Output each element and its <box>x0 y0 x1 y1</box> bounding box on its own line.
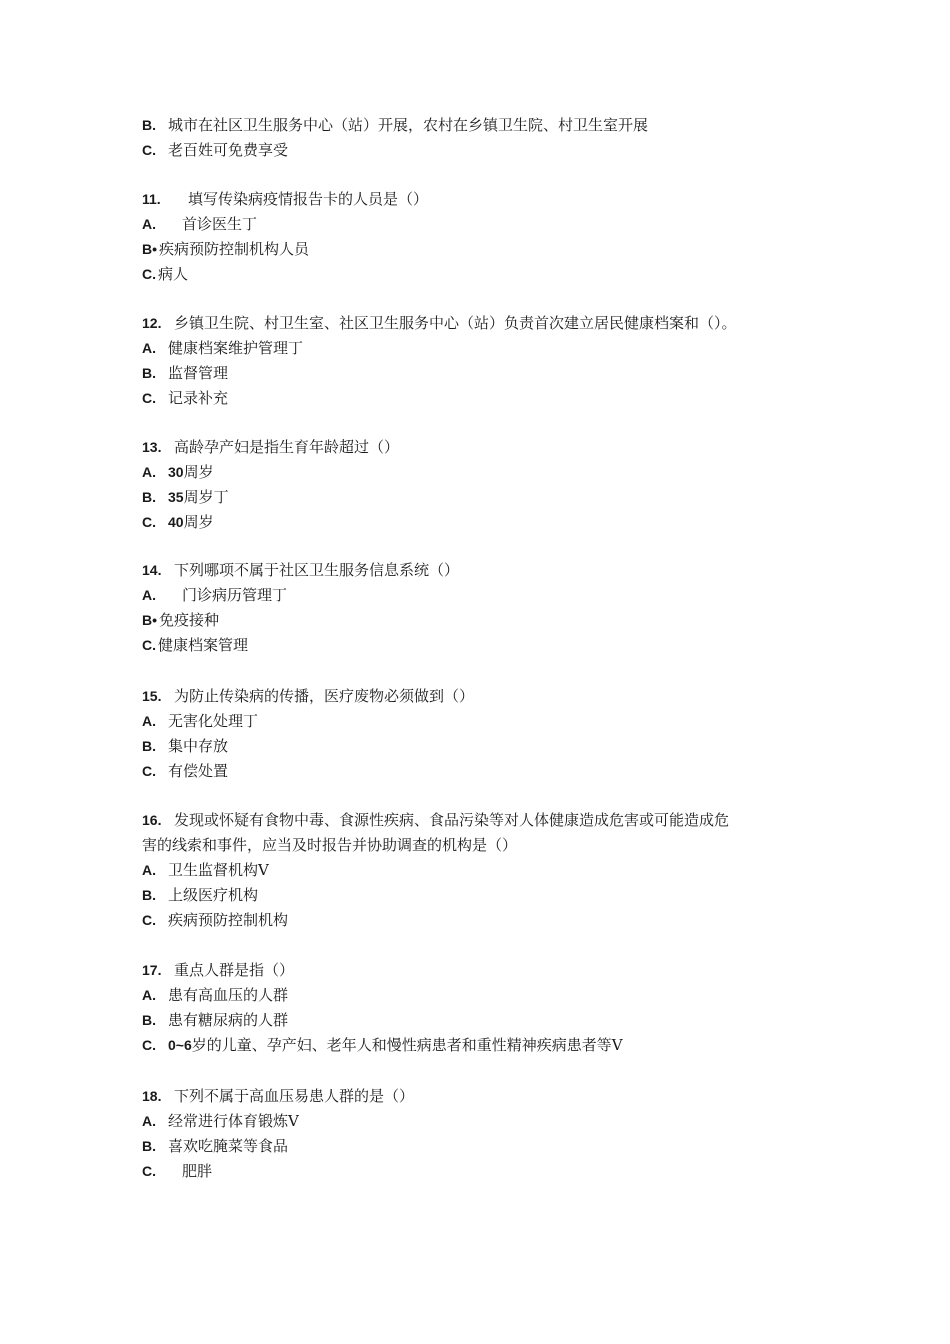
option-b <box>142 608 832 633</box>
question-text: 填写传染病疫情报告卡的人员是（） <box>188 190 429 208</box>
question-stem-continued: 害的线索和事件，应当及时报告并协助调查的机构是（） <box>142 836 518 854</box>
option-b <box>142 883 832 908</box>
question-18 <box>142 1084 832 1184</box>
option-label: A. <box>142 464 156 480</box>
question-number: 12. <box>142 315 162 331</box>
option-label: C. <box>142 1163 156 1179</box>
question-12 <box>142 311 832 411</box>
option-text: 周岁 <box>183 463 214 481</box>
option-a <box>142 1109 832 1134</box>
option-label: B. <box>142 489 156 505</box>
option-number: 30 <box>168 464 184 480</box>
option-c <box>142 262 832 287</box>
option-text: 首诊医生丁 <box>182 215 258 233</box>
question-11 <box>142 187 832 287</box>
question-number: 11. <box>142 191 161 207</box>
option-label: B. <box>142 365 156 381</box>
question-text: 为防止传染病的传播，医疗废物必须做到（） <box>174 687 475 705</box>
question-stem <box>142 808 832 833</box>
option-text: 监督管理 <box>168 364 229 382</box>
option-text: 健康档案维护管理丁 <box>168 339 304 357</box>
option-text: 肥胖 <box>182 1162 213 1180</box>
option-number: 40 <box>168 514 184 530</box>
question-15 <box>142 684 832 784</box>
option-label: A. <box>142 987 156 1003</box>
option-a <box>142 983 832 1008</box>
option-b <box>142 734 832 759</box>
option-text: 喜欢吃腌菜等食品 <box>168 1137 289 1155</box>
question-stem <box>142 958 832 983</box>
option-text: 门诊病历管理丁 <box>182 586 288 604</box>
option-text: 上级医疗机构 <box>168 886 259 904</box>
option-text: 患有高血压的人群 <box>168 986 289 1004</box>
question-stem <box>142 435 832 460</box>
option-label: C. <box>142 266 156 282</box>
option-text: 无害化处理丁 <box>168 712 259 730</box>
option-text: 卫生监督机构V <box>168 861 269 879</box>
option-text: 集中存放 <box>168 737 229 755</box>
option-a <box>142 336 832 361</box>
option-text: 患有糖尿病的人群 <box>168 1011 289 1029</box>
option-b <box>142 1008 832 1033</box>
option-text: 疾病预防控制机构人员 <box>159 240 310 258</box>
option-label: C. <box>142 514 156 530</box>
option-label: C. <box>142 763 156 779</box>
option-label: A. <box>142 1113 156 1129</box>
option-text: 免疫接种 <box>159 611 220 629</box>
question-stem <box>142 1084 832 1109</box>
question-text: 高龄孕产妇是指生育年龄超过（） <box>174 438 400 456</box>
option-label: C. <box>142 390 156 406</box>
question-text: 下列不属于高血压易患人群的是（） <box>174 1087 415 1105</box>
question-10-options <box>142 113 832 163</box>
option-b <box>142 113 832 138</box>
option-label: B. <box>142 887 156 903</box>
option-text: 健康档案管理 <box>158 636 249 654</box>
option-c <box>142 138 832 163</box>
option-a <box>142 212 832 237</box>
option-number: 0~6 <box>168 1037 192 1053</box>
question-17 <box>142 958 832 1058</box>
question-number: 16. <box>142 812 162 828</box>
option-label: B. <box>142 738 156 754</box>
option-b <box>142 1134 832 1159</box>
option-text: 周岁 <box>183 513 214 531</box>
option-b <box>142 237 832 262</box>
question-text: 发现或怀疑有食物中毒、食源性疾病、食品污染等对人体健康造成危害或可能造成危 <box>174 811 730 829</box>
option-label: B• <box>142 241 158 257</box>
option-c <box>142 633 832 658</box>
option-text: 有偿处置 <box>168 762 229 780</box>
option-text: 老百姓可免费享受 <box>168 141 289 159</box>
question-stem <box>142 187 832 212</box>
question-text: 下列哪项不属于社区卫生服务信息系统（） <box>174 561 460 579</box>
option-a <box>142 709 832 734</box>
option-label: C. <box>142 912 156 928</box>
option-b <box>142 485 832 510</box>
question-text: 乡镇卫生院、村卫生室、社区卫生服务中心（站）负责首次建立居民健康档案和（）。 <box>174 314 737 332</box>
option-label: A. <box>142 216 156 232</box>
option-text: 周岁丁 <box>183 488 229 506</box>
option-c <box>142 1033 832 1058</box>
option-c <box>142 510 832 535</box>
option-number: 35 <box>168 489 184 505</box>
option-a <box>142 460 832 485</box>
question-stem <box>142 311 832 336</box>
option-text: 病人 <box>158 265 189 283</box>
option-text: 经常进行体育锻炼V <box>168 1112 299 1130</box>
question-number: 18. <box>142 1088 162 1104</box>
question-number: 14. <box>142 562 162 578</box>
option-text: 城市在社区卫生服务中心（站）开展，农村在乡镇卫生院、村卫生室开展 <box>168 116 649 134</box>
option-text: 记录补充 <box>168 389 229 407</box>
question-stem <box>142 558 832 583</box>
question-14 <box>142 558 832 658</box>
option-label: C. <box>142 142 156 158</box>
question-13 <box>142 435 832 535</box>
question-16 <box>142 808 832 933</box>
question-number: 17. <box>142 962 162 978</box>
option-c <box>142 908 832 933</box>
question-number: 13. <box>142 439 162 455</box>
option-a <box>142 858 832 883</box>
option-label: B. <box>142 117 156 133</box>
option-b <box>142 361 832 386</box>
option-c <box>142 759 832 784</box>
option-label: C. <box>142 637 156 653</box>
option-text: 岁的儿童、孕产妇、老年人和慢性病患者和重性精神疾病患者等V <box>191 1036 623 1054</box>
question-number: 15. <box>142 688 162 704</box>
option-label: A. <box>142 587 156 603</box>
option-c <box>142 386 832 411</box>
option-label: B. <box>142 1138 156 1154</box>
option-label: A. <box>142 862 156 878</box>
option-c <box>142 1159 832 1184</box>
option-label: A. <box>142 340 156 356</box>
option-label: B• <box>142 612 158 628</box>
option-label: B. <box>142 1012 156 1028</box>
question-text: 重点人群是指（） <box>174 961 295 979</box>
option-label: C. <box>142 1037 156 1053</box>
option-a <box>142 583 832 608</box>
option-text: 疾病预防控制机构 <box>168 911 289 929</box>
question-stem <box>142 684 832 709</box>
option-label: A. <box>142 713 156 729</box>
